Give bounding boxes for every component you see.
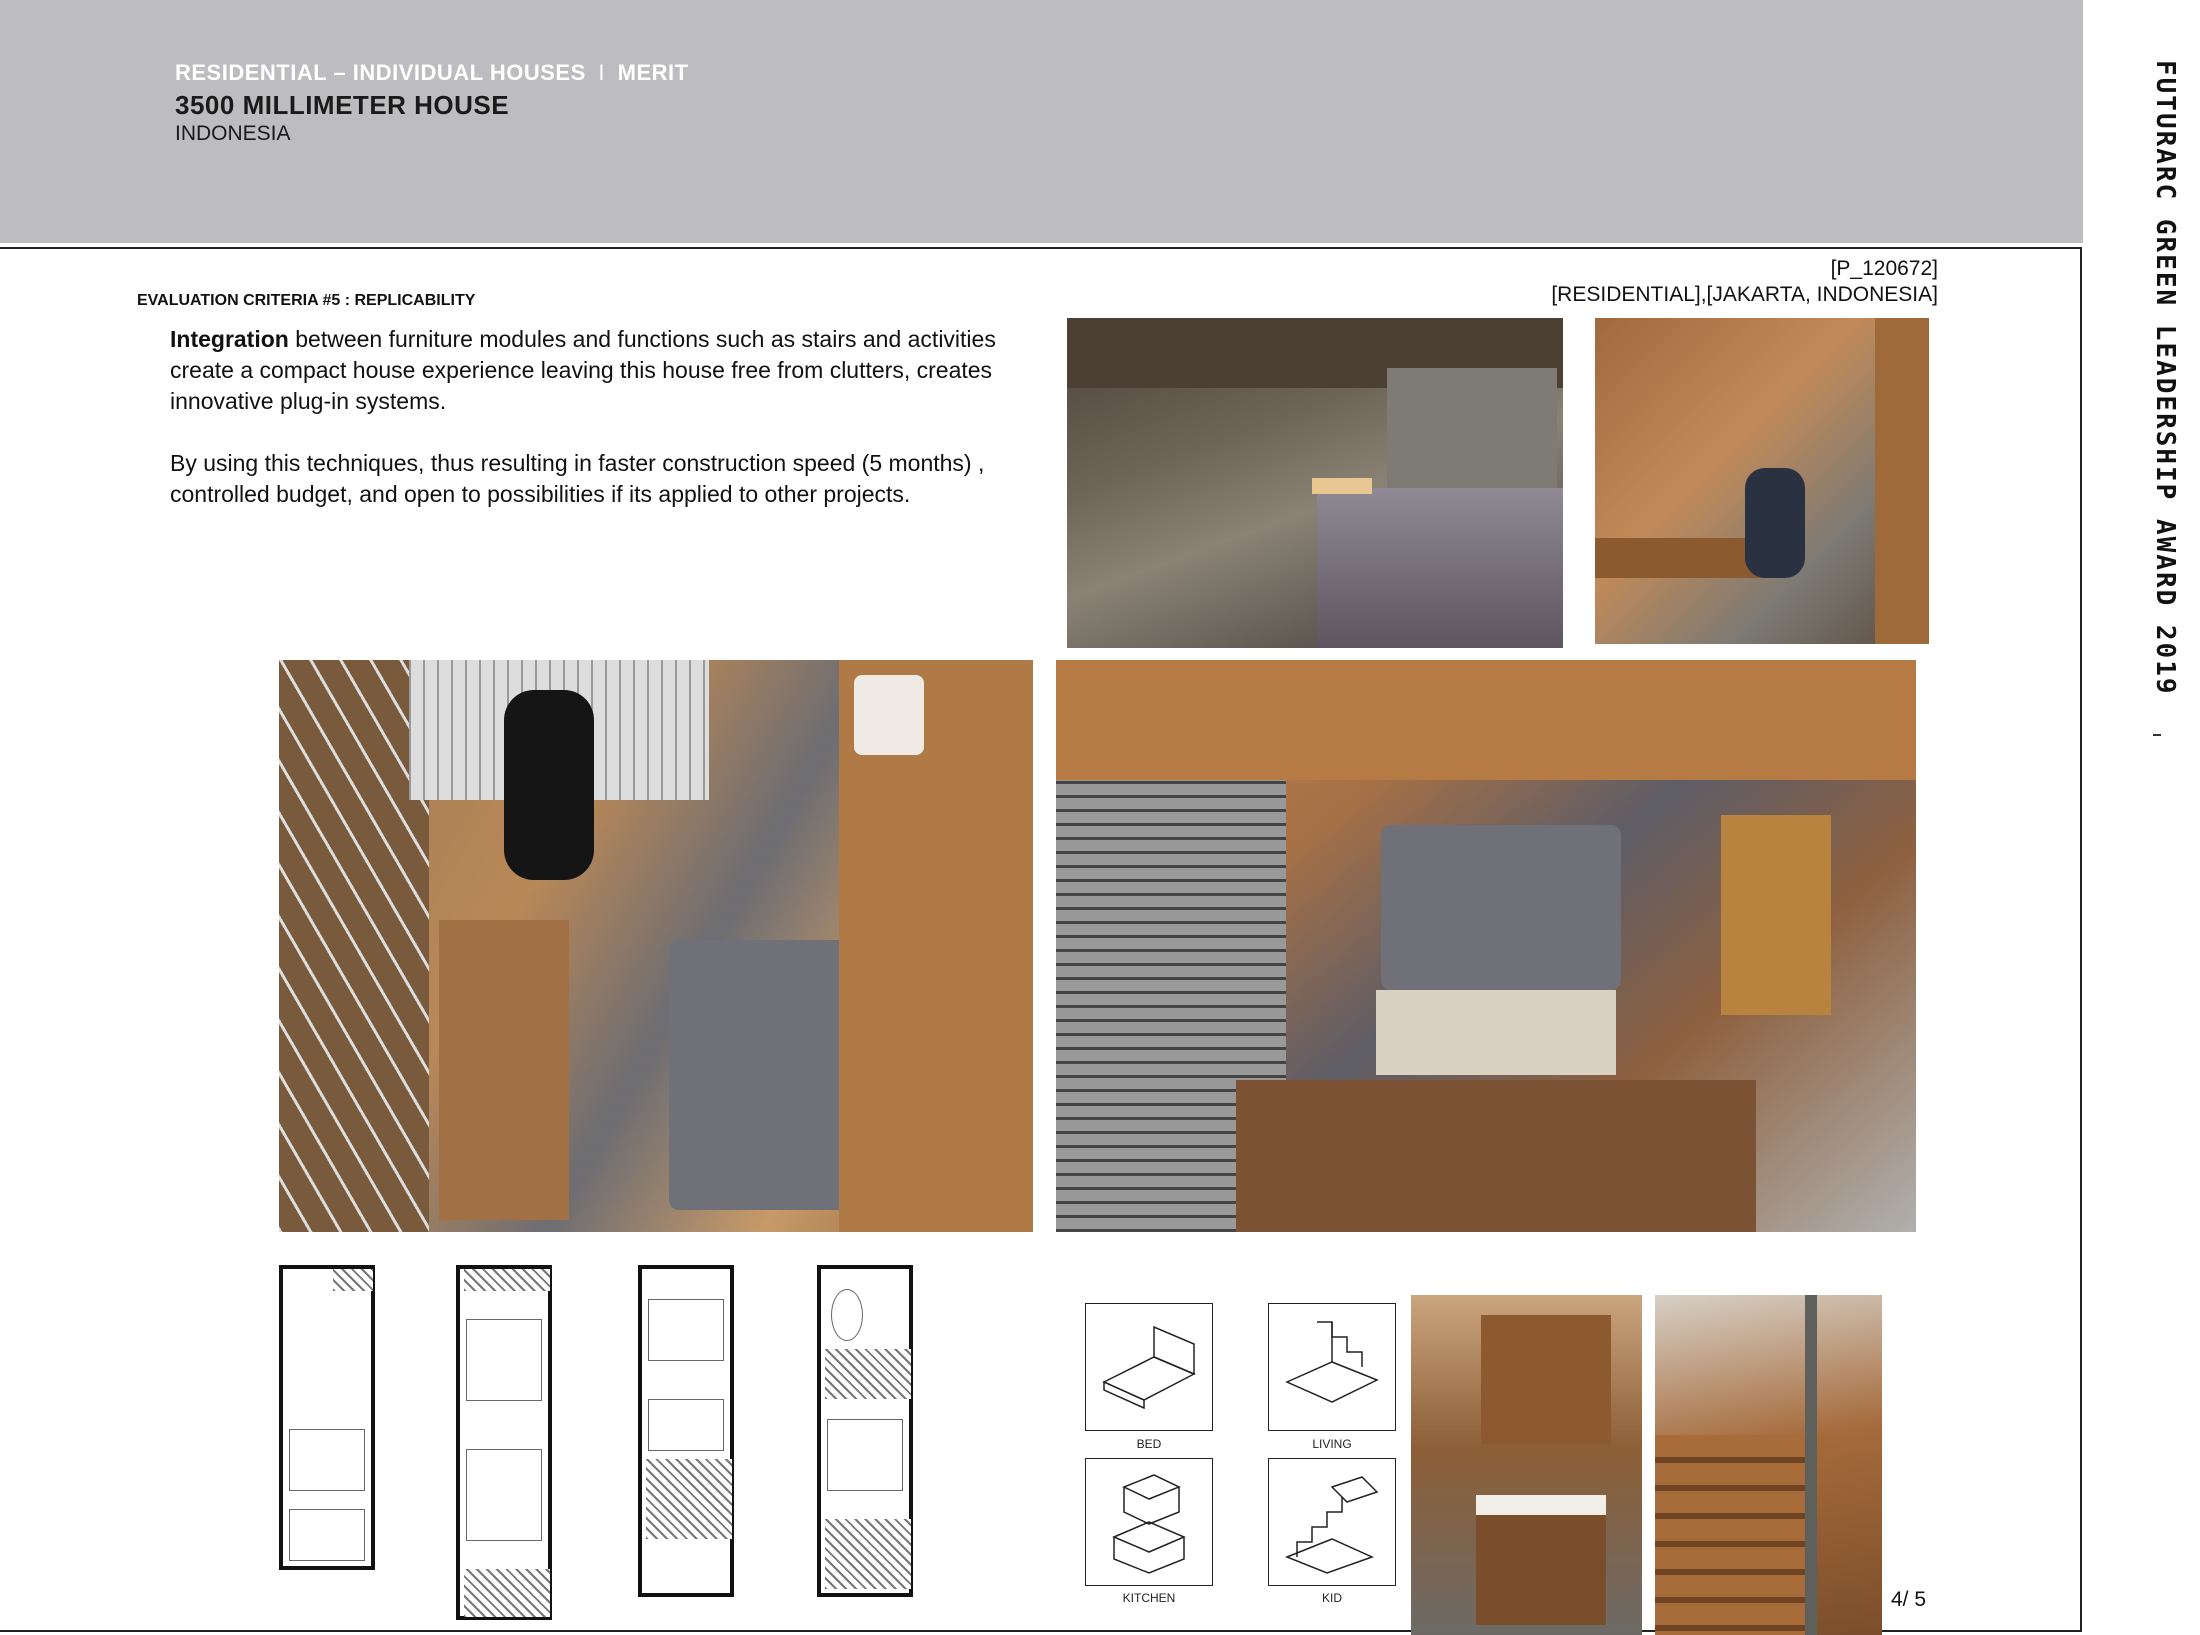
- stair-steps: [1655, 1435, 1805, 1635]
- header-band: [0, 0, 2083, 243]
- person-figure: [504, 690, 594, 880]
- project-country: INDONESIA: [175, 122, 291, 145]
- photo-kid-stairs: [1655, 1295, 1882, 1635]
- floor-plan-2: [456, 1265, 552, 1620]
- photo-bedroom: [1067, 318, 1563, 648]
- category-line: [175, 60, 689, 86]
- countertop: [1476, 1495, 1606, 1515]
- floor-rug: [1376, 990, 1616, 1075]
- stair-shelf: [1875, 318, 1929, 644]
- project-title: 3500 MILLIMETER HOUSE: [175, 90, 510, 120]
- diagram-kid: [1268, 1458, 1396, 1586]
- sidebar-divider: [2153, 734, 2161, 736]
- evaluation-criteria: EVALUATION CRITERIA #5 : REPLICABILITY: [137, 292, 476, 309]
- diagram-bed: [1085, 1303, 1213, 1431]
- diagram-label-kitchen: KITCHEN: [1122, 1591, 1176, 1605]
- plan-room: [648, 1299, 724, 1361]
- bed-axo-icon: [1094, 1312, 1204, 1422]
- sofa: [669, 940, 854, 1210]
- floor-plan-4: [817, 1265, 913, 1597]
- storage-cabinet: [439, 920, 569, 1220]
- project-id-block: [1551, 256, 1938, 308]
- category-separator: I: [598, 60, 605, 85]
- photo-topdown-living: [1056, 660, 1916, 1232]
- integration-keyword: Integration: [170, 326, 289, 352]
- diagram-label-living: LIVING: [1312, 1437, 1352, 1451]
- stair-post: [1805, 1295, 1817, 1635]
- floor-plan-3: [638, 1265, 734, 1597]
- diagram-kitchen: [1085, 1458, 1213, 1586]
- living-axo-icon: [1277, 1312, 1387, 1422]
- plan-room: [466, 1449, 542, 1541]
- paragraph-1-text: between furniture modules and functions such as stairs and activities create a compact house experience leaving this house free from clutters, creates innovative plug-in systems.: [170, 326, 996, 414]
- dining-table: [1721, 815, 1831, 1015]
- kitchen-axo-icon: [1094, 1467, 1204, 1577]
- diagram-living: [1268, 1303, 1396, 1431]
- page-number: 4/ 5: [1891, 1588, 1927, 1611]
- project-id: [P_120672]: [1830, 257, 1938, 280]
- photo-kitchen: [1411, 1295, 1642, 1635]
- stair-net: [279, 660, 429, 1232]
- description-paragraph-1: [170, 324, 1050, 417]
- plan-hatch: [646, 1459, 732, 1539]
- award-level: MERIT: [617, 60, 689, 85]
- child-figure: [1745, 468, 1805, 578]
- diagram-label-kid: KID: [1321, 1591, 1342, 1605]
- plan-room: [289, 1429, 365, 1491]
- upper-cabinet: [1481, 1315, 1611, 1445]
- photo-topdown-stairs: [279, 660, 1033, 1232]
- plan-room: [289, 1509, 365, 1561]
- category-text: RESIDENTIAL – INDIVIDUAL HOUSES: [175, 60, 586, 85]
- plan-hatch: [825, 1519, 911, 1589]
- wood-floor: [1236, 1080, 1756, 1232]
- bed: [1317, 488, 1563, 648]
- plan-hatch: [464, 1269, 550, 1291]
- wall-lamp: [1312, 478, 1372, 494]
- plan-room: [466, 1319, 542, 1401]
- kid-axo-icon: [1277, 1467, 1387, 1577]
- plan-hatch: [825, 1349, 911, 1399]
- plan-circle: [831, 1289, 863, 1341]
- plan-hatch: [333, 1269, 373, 1291]
- ceiling-wood: [1056, 660, 1916, 780]
- photo-kid-desk: [1595, 318, 1929, 644]
- plan-room: [827, 1419, 903, 1491]
- award-sidebar: [2150, 60, 2184, 740]
- plan-room: [648, 1399, 724, 1451]
- project-tags: [RESIDENTIAL],[JAKARTA, INDONESIA]: [1551, 283, 1938, 306]
- award-sidebar-text: FUTURARC GREEN LEADERSHIP AWARD 2019: [2150, 60, 2180, 696]
- kitchen-island: [1476, 1515, 1606, 1625]
- floor-lamp: [854, 675, 924, 755]
- living-sofa: [1381, 825, 1621, 990]
- description-paragraph-2: By using this techniques, thus resulting in faster construction speed (5 months) , controlled budget, and open to possibilities if its applied to other projects.: [170, 450, 985, 507]
- plan-hatch: [464, 1569, 550, 1617]
- floor-plan-1: [279, 1265, 375, 1570]
- diagram-label-bed: BED: [1136, 1437, 1162, 1451]
